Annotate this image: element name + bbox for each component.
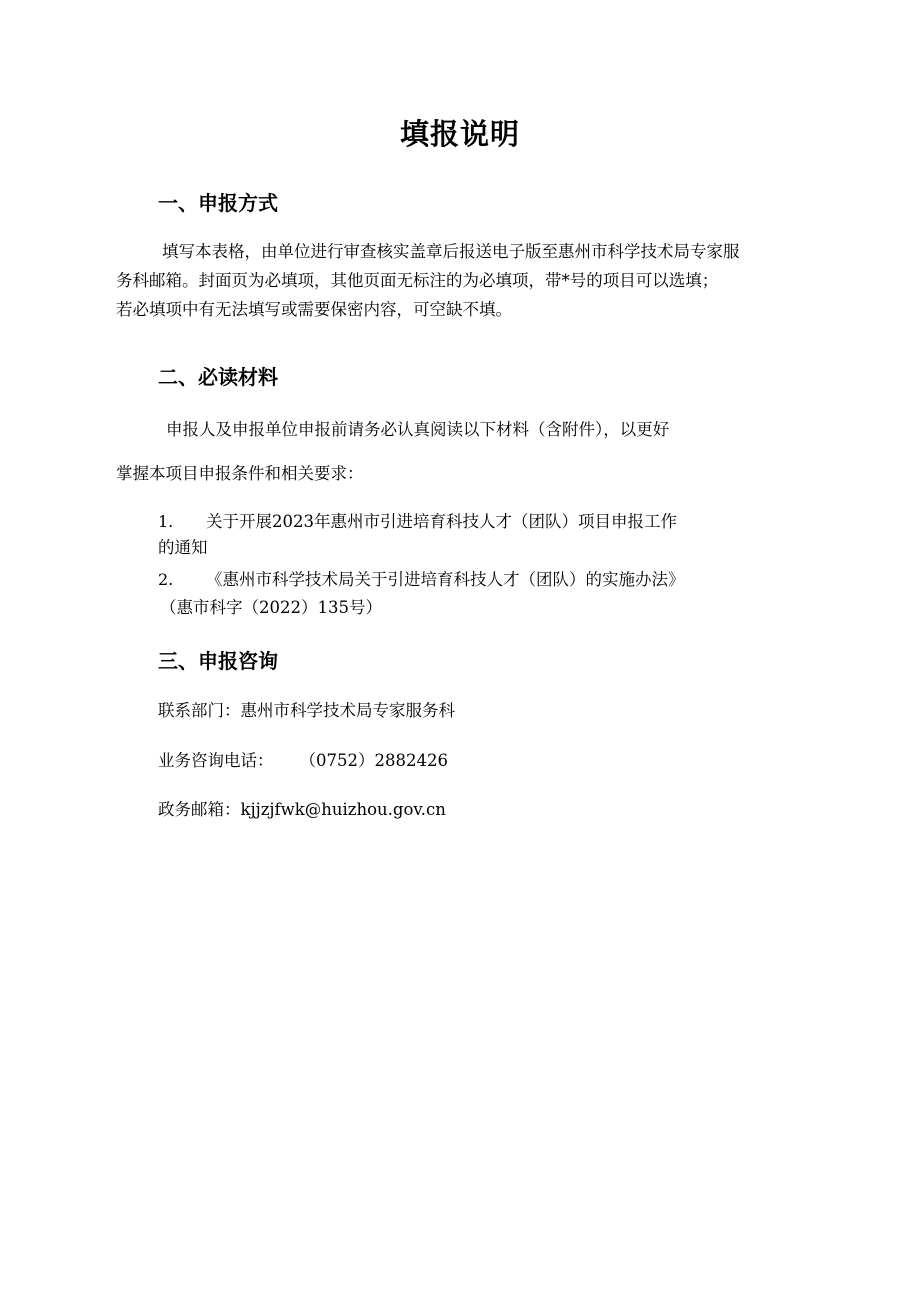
section-heading-consultation: 三、申报咨询: [158, 649, 278, 673]
section2-intro-line-2: 掌握本项目申报条件和相关要求：: [116, 464, 364, 483]
contact-phone-value: （0752）2882426: [299, 751, 448, 770]
list-item-text-line-1: 关于开展2023年惠州市引进培育科技人才（团队）项目申报工作: [206, 512, 677, 531]
section-heading-application-method: 一、申报方式: [158, 191, 278, 215]
contact-phone: [158, 748, 448, 774]
contact-department: 联系部门：惠州市科学技术局专家服务科: [158, 701, 455, 720]
section1-line-3: 若必填项中有无法填写或需要保密内容，可空缺不填。: [116, 300, 512, 319]
contact-phone-label: 业务咨询电话：: [158, 751, 274, 770]
list-item-number: 2.: [158, 570, 174, 589]
page-title: 填报说明: [399, 117, 520, 151]
section1-line-1: 填写本表格，由单位进行审查核实盖章后报送电子版至惠州市科学技术局专家服: [162, 242, 740, 261]
contact-email: 政务邮箱：kjjzjfwk@huizhou.gov.cn: [158, 800, 446, 819]
list-item-text-line-2: 的通知: [158, 538, 208, 557]
list-item-number: 1.: [158, 512, 174, 531]
section1-line-2: 务科邮箱。封面页为必填项，其他页面无标注的为必填项，带*号的项目可以选填；: [116, 271, 719, 290]
list-item-text-line-1: 《惠州市科学技术局关于引进培育科技人才（团队）的实施办法》: [206, 570, 685, 589]
list-item-text-line-2: （惠市科字（2022）135号）: [160, 598, 382, 617]
section-heading-required-reading: 二、必读材料: [158, 365, 278, 389]
section2-intro-line-1: 申报人及申报单位申报前请务必认真阅读以下材料（含附件），以更好: [166, 420, 670, 439]
